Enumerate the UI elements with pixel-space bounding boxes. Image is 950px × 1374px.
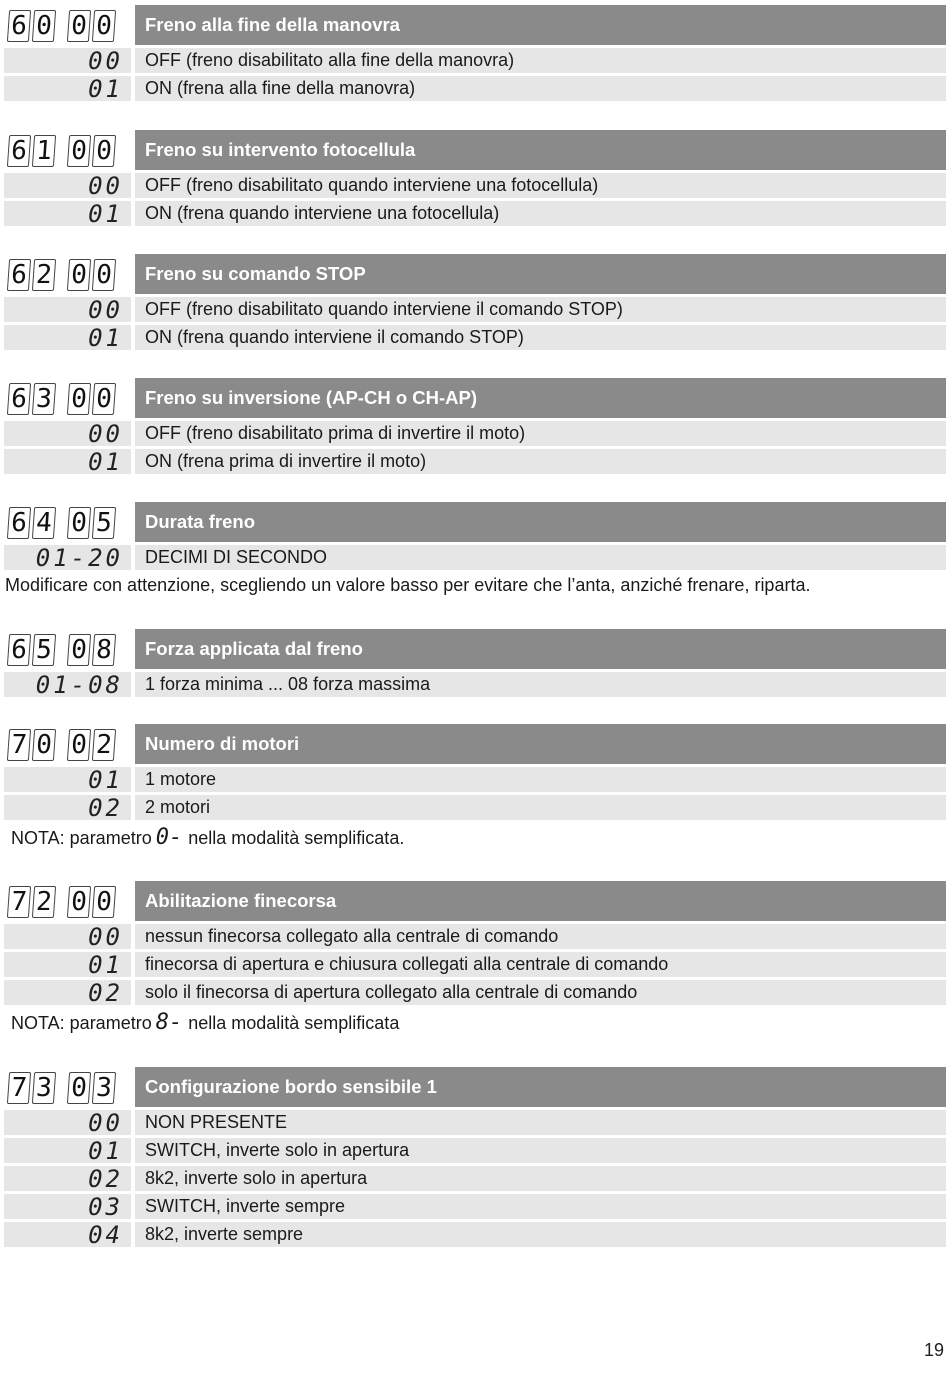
param-note: Modificare con attenzione, scegliendo un valore basso per evitare che l’anta, anziché frenare, riparta. [5,575,811,595]
display-digit: 3 [92,1072,116,1104]
display-digit: 7 [7,886,31,918]
param-note [4,1011,946,1035]
display-digit: 0 [32,10,56,42]
display-digit: 0 [92,886,116,918]
display-digit: 6 [7,634,31,666]
option-desc: OFF (freno disabilitato alla fine della manovra) [135,48,946,73]
display-digit: 0 [92,135,116,167]
note-suffix: nella modalità semplificata. [188,828,405,848]
option-code: 03 [4,1194,131,1219]
option-row [4,173,946,198]
display-digit: 8 [92,634,116,666]
option-desc: ON (frena quando interviene il comando STOP) [135,325,946,350]
option-desc: 1 forza minima ... 08 forza massima [135,672,946,697]
option-row [4,672,946,697]
param-title: Freno su intervento fotocellula [135,130,946,170]
option-code: 01 [4,201,131,226]
option-desc: ON (frena quando interviene una fotocellula) [135,201,946,226]
param-note [4,826,946,850]
param-header [4,130,946,170]
option-desc: OFF (freno disabilitato quando interviene una fotocellula) [135,173,946,198]
display-digit: 0 [67,10,91,42]
display-digit: 7 [7,729,31,761]
option-desc: DECIMI DI SECONDO [135,545,946,570]
option-desc: finecorsa di apertura e chiusura collegati alla centrale di comando [135,952,946,977]
option-row [4,325,946,350]
option-code: 01-08 [4,672,131,697]
param-header [4,254,946,294]
note-suffix: nella modalità semplificata [188,1013,400,1033]
option-row [4,48,946,73]
param-header [4,5,946,45]
param-header [4,378,946,418]
display-digit: 0 [92,259,116,291]
option-code: 01-20 [4,545,131,570]
option-row [4,952,946,977]
option-row [4,767,946,792]
display-digit: 3 [32,383,56,415]
segment-display [8,633,130,667]
segment-display [8,134,130,168]
display-digit: 6 [7,383,31,415]
display-digit: 5 [32,634,56,666]
option-row [4,924,946,949]
option-code: 01 [4,767,131,792]
param-title: Configurazione bordo sensibile 1 [135,1067,946,1107]
option-desc: 8k2, inverte sempre [135,1222,946,1247]
option-desc: SWITCH, inverte solo in apertura [135,1138,946,1163]
option-desc: 8k2, inverte solo in apertura [135,1166,946,1191]
display-digit: 1 [32,135,56,167]
option-row [4,201,946,226]
display-digit: 0 [92,10,116,42]
option-row [4,1194,946,1219]
display-digit: 0 [67,259,91,291]
segment-display [8,9,130,43]
page-number: 19 [923,1340,944,1360]
param-70-section [4,724,946,850]
option-desc: NON PRESENTE [135,1110,946,1135]
param-title: Freno su comando STOP [135,254,946,294]
option-desc: nessun finecorsa collegato alla centrale di comando [135,924,946,949]
option-code: 01 [4,76,131,101]
param-header [4,724,946,764]
display-digit: 0 [67,383,91,415]
param-header [4,881,946,921]
display-digit: 6 [7,135,31,167]
display-digit: 2 [92,729,116,761]
option-row [4,1138,946,1163]
param-72-section [4,881,946,1035]
option-code: 00 [4,173,131,198]
param-header [4,1067,946,1107]
segment-display [8,258,130,292]
param-title: Forza applicata dal freno [135,629,946,669]
option-desc: ON (frena alla fine della manovra) [135,76,946,101]
option-code: 00 [4,48,131,73]
display-digit: 2 [32,886,56,918]
param-title: Numero di motori [135,724,946,764]
segment-display [8,506,130,540]
param-65-section [4,629,946,697]
param-73-section [4,1067,946,1247]
option-row [4,1222,946,1247]
display-digit: 4 [32,507,56,539]
display-digit: 0 [67,729,91,761]
display-digit: 0 [67,507,91,539]
display-digit: 0 [67,1072,91,1104]
param-title: Freno su inversione (AP-CH o CH-AP) [135,378,946,418]
display-digit: 6 [7,259,31,291]
option-row [4,76,946,101]
param-header [4,502,946,542]
param-63-section [4,378,946,474]
option-code: 02 [4,980,131,1005]
option-code: 01 [4,449,131,474]
option-code: 01 [4,952,131,977]
option-code: 00 [4,421,131,446]
option-code: 01 [4,1138,131,1163]
option-desc: 2 motori [135,795,946,820]
option-code: 00 [4,924,131,949]
display-digit: 6 [7,507,31,539]
display-digit: 0 [32,729,56,761]
param-title: Freno alla fine della manovra [135,5,946,45]
option-row [4,421,946,446]
option-code: 01 [4,325,131,350]
option-desc: OFF (freno disabilitato quando interviene il comando STOP) [135,297,946,322]
segment-display [8,382,130,416]
param-61-section [4,130,946,226]
option-code: 02 [4,1166,131,1191]
display-digit: 0 [67,886,91,918]
param-header [4,629,946,669]
option-row [4,297,946,322]
display-digit: 7 [7,1072,31,1104]
option-code: 04 [4,1222,131,1247]
option-desc: solo il finecorsa di apertura collegato alla centrale di comando [135,980,946,1005]
option-row [4,545,946,570]
option-desc: ON (frena prima di invertire il moto) [135,449,946,474]
param-60-section [4,5,946,101]
display-digit: 2 [32,259,56,291]
display-digit: 0 [67,135,91,167]
param-64-section [4,502,946,597]
display-digit: 6 [7,10,31,42]
option-desc: 1 motore [135,767,946,792]
segment-display [8,728,130,762]
note-prefix: NOTA: parametro [11,828,152,848]
display-digit: 3 [32,1072,56,1104]
display-digit: 0 [92,383,116,415]
display-digit: 0 [67,634,91,666]
display-digit: 5 [92,507,116,539]
note-prefix: NOTA: parametro [11,1013,152,1033]
note-display-code: 8- [155,1010,183,1035]
option-row [4,1110,946,1135]
param-title: Durata freno [135,502,946,542]
param-title: Abilitazione finecorsa [135,881,946,921]
option-row [4,980,946,1005]
option-code: 00 [4,297,131,322]
option-code: 00 [4,1110,131,1135]
param-62-section [4,254,946,350]
option-desc: OFF (freno disabilitato prima di invertire il moto) [135,421,946,446]
segment-display [8,885,130,919]
option-row [4,1166,946,1191]
note-display-code: 0- [155,825,183,850]
option-code: 02 [4,795,131,820]
segment-display [8,1071,130,1105]
option-desc: SWITCH, inverte sempre [135,1194,946,1219]
option-row [4,449,946,474]
option-row [4,795,946,820]
